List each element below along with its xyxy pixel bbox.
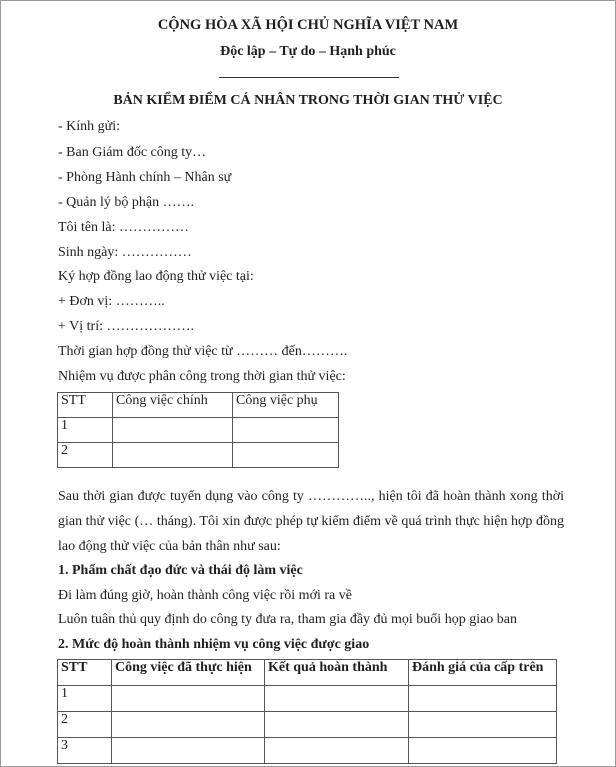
table-header-row bbox=[58, 660, 557, 686]
table-row bbox=[58, 686, 557, 712]
table-cell: 3 bbox=[58, 738, 112, 764]
tasks-table bbox=[57, 659, 557, 764]
contract-line: Ký hợp đồng lao động thử việc tại: bbox=[58, 269, 254, 284]
document-title: BẢN KIỂM ĐIỂM CÁ NHÂN TRONG THỜI GIAN THỬ VIỆC bbox=[113, 93, 503, 108]
nation-heading: CỘNG HÒA XÃ HỘI CHỦ NGHĨA VIỆT NAM bbox=[157, 17, 459, 33]
recipient-line: - Kính gửi: bbox=[58, 119, 121, 134]
section-1-line-2: Luôn tuân thủ quy định do công ty đưa ra, tham gia đầy đủ mọi buổi họp giao ban bbox=[58, 612, 518, 627]
table-cell bbox=[113, 443, 233, 468]
table-cell bbox=[113, 418, 233, 443]
table-header-cell: STT bbox=[58, 393, 113, 418]
table-row bbox=[58, 712, 557, 738]
duties-line: Nhiệm vụ được phân công trong thời gian thử việc: bbox=[58, 369, 346, 384]
table-cell bbox=[409, 712, 557, 738]
birthdate-line: Sinh ngày: …………… bbox=[58, 245, 192, 260]
table-header-cell: Công việc phụ bbox=[233, 393, 339, 418]
name-line: Tôi tên là: …………… bbox=[58, 220, 190, 235]
table-cell bbox=[112, 686, 265, 712]
position-line: + Vị trí: ………………. bbox=[58, 319, 194, 334]
period-line: Thời gian hợp đồng thử việc từ ……… đến………. bbox=[58, 344, 348, 359]
table-header-cell: STT bbox=[58, 660, 112, 686]
table-cell: 1 bbox=[58, 418, 113, 443]
intro-paragraph: Sau thời gian được tuyển dụng vào công ty ………….., hiện tôi đã hoàn thành xong thời gian thử việc (… tháng). Tôi xin được phép tự kiểm điểm về quá trình thực hiện hợp đồng lao động thử việc của bản thân như sau: bbox=[58, 489, 564, 554]
table-cell bbox=[112, 712, 265, 738]
table-header-cell: Đánh giá của cấp trên bbox=[409, 660, 557, 686]
table-row bbox=[58, 443, 339, 468]
section-2-title: 2. Mức độ hoàn thành nhiệm vụ công việc được giao bbox=[58, 637, 370, 652]
table-row bbox=[58, 738, 557, 764]
table-header-row bbox=[58, 393, 339, 418]
heading-divider bbox=[219, 77, 399, 78]
table-header-cell: Kết quả hoàn thành bbox=[265, 660, 409, 686]
duties-table bbox=[57, 392, 339, 468]
unit-line: + Đơn vị: ……….. bbox=[58, 294, 165, 309]
table-cell: 2 bbox=[58, 712, 112, 738]
table-cell bbox=[112, 738, 265, 764]
recipient-hr: - Phòng Hành chính – Nhân sự bbox=[58, 170, 232, 185]
recipient-board: - Ban Giám đốc công ty… bbox=[58, 145, 207, 160]
recipient-manager: - Quản lý bộ phận ……. bbox=[58, 195, 195, 210]
table-cell bbox=[409, 686, 557, 712]
section-1-title: 1. Phẩm chất đạo đức và thái độ làm việc bbox=[58, 563, 303, 578]
table-row bbox=[58, 418, 339, 443]
section-1-line-1: Đi làm đúng giờ, hoàn thành công việc rồi mới ra về bbox=[58, 588, 352, 603]
table-cell: 2 bbox=[58, 443, 113, 468]
table-cell bbox=[233, 443, 339, 468]
table-cell bbox=[409, 738, 557, 764]
table-cell bbox=[265, 712, 409, 738]
table-header-cell: Công việc chính bbox=[113, 393, 233, 418]
table-cell bbox=[233, 418, 339, 443]
table-cell bbox=[265, 738, 409, 764]
table-cell bbox=[265, 686, 409, 712]
motto-heading: Độc lập – Tự do – Hạnh phúc bbox=[220, 44, 396, 59]
table-header-cell: Công việc đã thực hiện bbox=[112, 660, 265, 686]
table-cell: 1 bbox=[58, 686, 112, 712]
